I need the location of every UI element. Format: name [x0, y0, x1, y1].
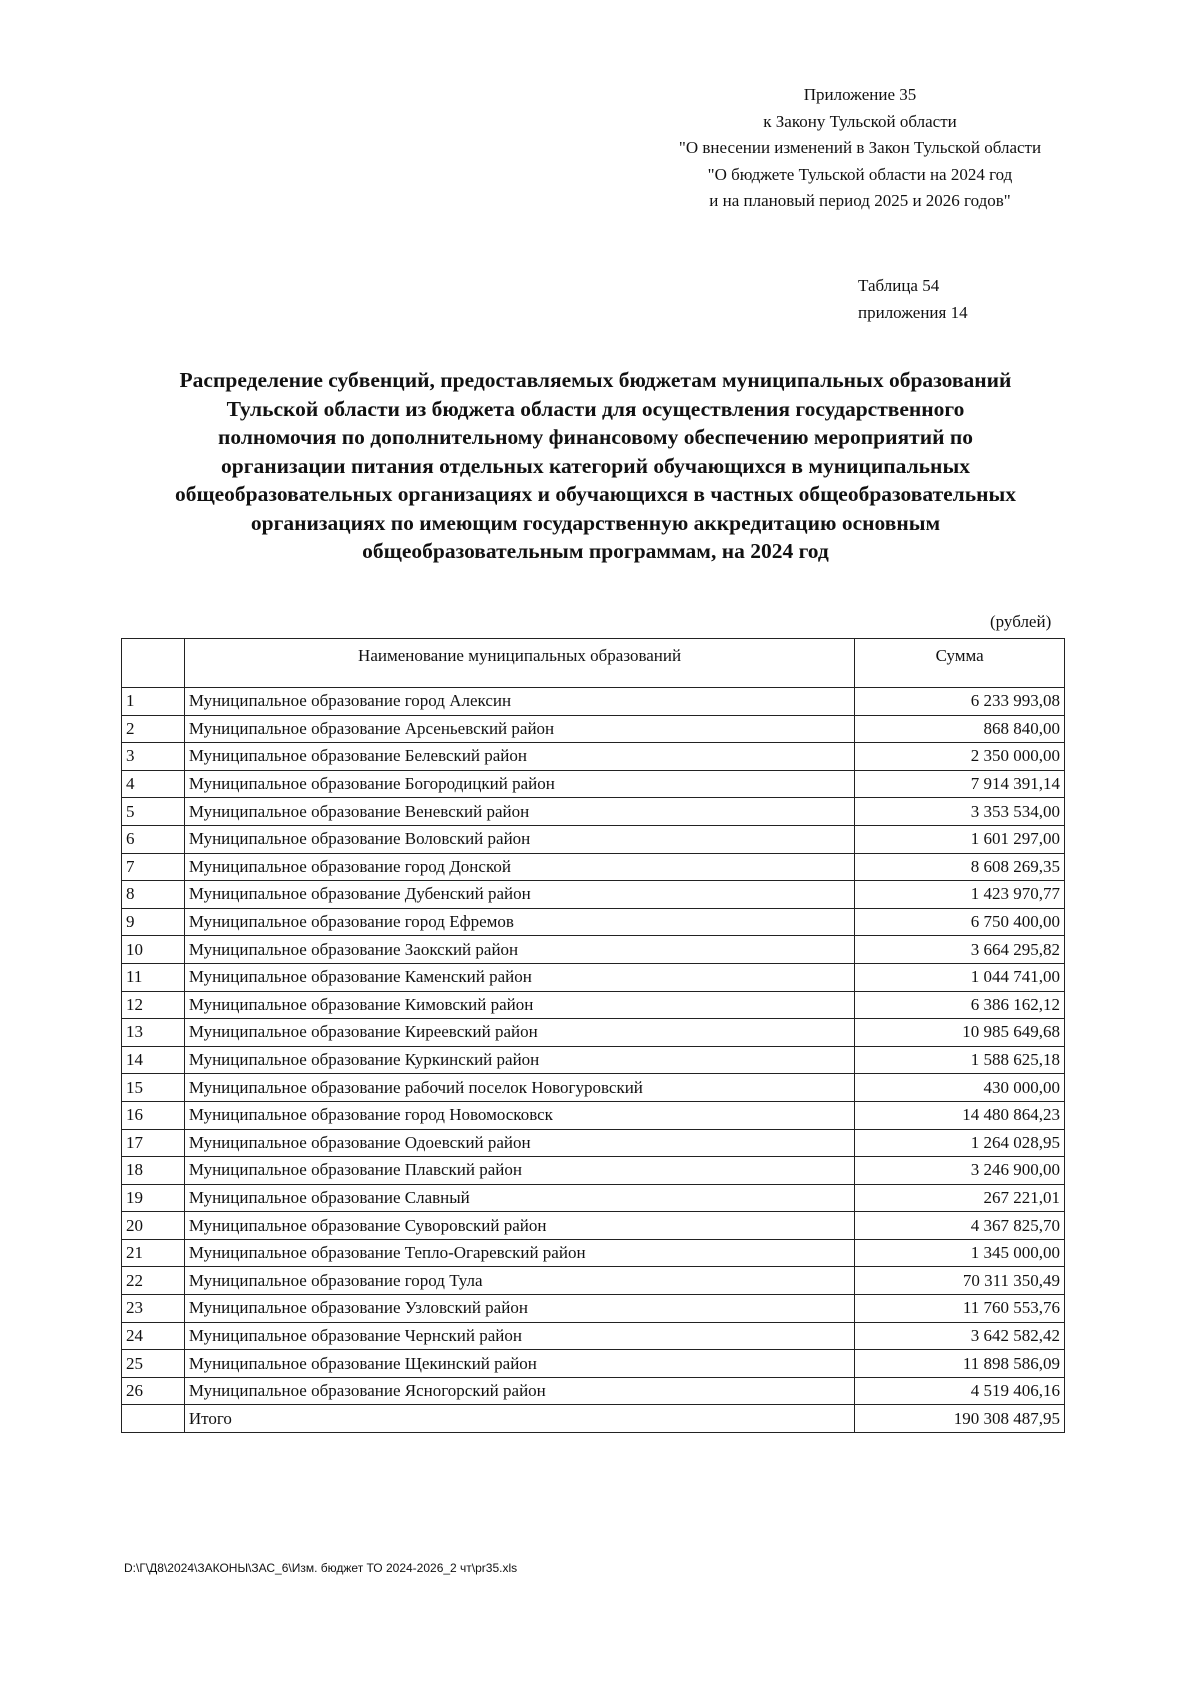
row-municipality: Муниципальное образование Славный	[184, 1184, 854, 1212]
appendix-line: Приложение 35	[803, 85, 917, 104]
table-row	[122, 1350, 1065, 1378]
row-number: 25	[122, 1350, 185, 1378]
row-amount: 430 000,00	[855, 1074, 1065, 1102]
row-municipality: Муниципальное образование Каменский район	[184, 963, 854, 991]
table-row	[122, 1101, 1065, 1129]
header-name: Наименование муниципальных образований	[184, 639, 854, 688]
row-amount: 1 601 297,00	[855, 825, 1065, 853]
row-number: 1	[122, 688, 185, 716]
table-row	[122, 881, 1065, 909]
row-amount: 3 246 900,00	[855, 1157, 1065, 1185]
row-municipality: Муниципальное образование Узловский район	[184, 1295, 854, 1323]
row-number: 24	[122, 1322, 185, 1350]
header-sum: Сумма	[855, 639, 1065, 688]
table-ref-line: приложения 14	[858, 303, 968, 322]
row-number: 19	[122, 1184, 185, 1212]
table-ref-line: Таблица 54	[858, 276, 940, 295]
row-amount: 3 664 295,82	[855, 936, 1065, 964]
title-line: Распределение субвенций, предоставляемых бюджетам муниципальных образований	[179, 368, 1012, 392]
row-number: 7	[122, 853, 185, 881]
row-municipality: Муниципальное образование Суворовский район	[184, 1212, 854, 1240]
row-amount: 6 750 400,00	[855, 908, 1065, 936]
row-municipality: Муниципальное образование Чернский район	[184, 1322, 854, 1350]
title-line: Тульской области из бюджета области для осуществления государственного	[226, 396, 965, 421]
row-number: 3	[122, 743, 185, 771]
row-number: 2	[122, 715, 185, 743]
row-number: 8	[122, 881, 185, 909]
row-municipality: Муниципальное образование город Алексин	[184, 688, 854, 716]
table-row	[122, 991, 1065, 1019]
row-amount: 8 608 269,35	[855, 853, 1065, 881]
row-municipality: Муниципальное образование Воловский район	[184, 825, 854, 853]
row-municipality: Муниципальное образование город Тула	[184, 1267, 854, 1295]
row-municipality: Муниципальное образование город Ефремов	[184, 908, 854, 936]
row-amount: 1 588 625,18	[855, 1046, 1065, 1074]
row-amount: 267 221,01	[855, 1184, 1065, 1212]
table-row	[122, 853, 1065, 881]
table-row	[122, 688, 1065, 716]
row-amount: 11 760 553,76	[855, 1295, 1065, 1323]
table-row	[122, 1019, 1065, 1047]
row-amount: 868 840,00	[855, 715, 1065, 743]
table-row	[122, 936, 1065, 964]
row-municipality: Муниципальное образование Щекинский район	[184, 1350, 854, 1378]
row-number: 21	[122, 1239, 185, 1267]
row-number: 17	[122, 1129, 185, 1157]
row-amount: 3 642 582,42	[855, 1322, 1065, 1350]
subventions-table	[121, 638, 1065, 1433]
row-amount: 3 353 534,00	[855, 798, 1065, 826]
row-amount: 11 898 586,09	[855, 1350, 1065, 1378]
file-path-footer: D:\Г\Д8\2024\ЗАКОНЫ\ЗАС_6\Изм. бюджет ТО 2024-2026_2 чт\pr35.xls	[124, 1561, 518, 1575]
row-amount: 1 264 028,95	[855, 1129, 1065, 1157]
appendix-header	[600, 82, 1120, 215]
total-number	[122, 1405, 185, 1433]
units-label: (рублей)	[990, 612, 1052, 631]
table-row	[122, 1046, 1065, 1074]
table-row	[122, 1212, 1065, 1240]
appendix-line: к Закону Тульской области	[763, 111, 957, 131]
row-number: 9	[122, 908, 185, 936]
table-row	[122, 1239, 1065, 1267]
header-num	[122, 639, 185, 688]
table-row	[122, 1377, 1065, 1405]
title-line: организациях по имеющим государственную аккредитацию основным	[250, 510, 941, 535]
row-amount: 7 914 391,14	[855, 770, 1065, 798]
table-row	[122, 1157, 1065, 1185]
row-number: 20	[122, 1212, 185, 1240]
table-body	[122, 688, 1065, 1433]
row-number: 14	[122, 1046, 185, 1074]
row-number: 26	[122, 1377, 185, 1405]
row-municipality: Муниципальное образование Белевский район	[184, 743, 854, 771]
row-number: 16	[122, 1101, 185, 1129]
row-municipality: Муниципальное образование Богородицкий район	[184, 770, 854, 798]
table-row	[122, 1295, 1065, 1323]
table-row	[122, 1267, 1065, 1295]
table-row	[122, 1184, 1065, 1212]
row-amount: 1 345 000,00	[855, 1239, 1065, 1267]
row-municipality: Муниципальное образование Одоевский район	[184, 1129, 854, 1157]
row-amount: 10 985 649,68	[855, 1019, 1065, 1047]
row-municipality: Муниципальное образование Киреевский район	[184, 1019, 854, 1047]
table-row	[122, 743, 1065, 771]
table-row	[122, 770, 1065, 798]
row-municipality: Муниципальное образование Заокский район	[184, 936, 854, 964]
row-number: 22	[122, 1267, 185, 1295]
row-municipality: Муниципальное образование Куркинский район	[184, 1046, 854, 1074]
table-row	[122, 1074, 1065, 1102]
appendix-line: "О бюджете Тульской области на 2024 год	[707, 164, 1013, 184]
row-municipality: Муниципальное образование Плавский район	[184, 1157, 854, 1185]
row-municipality: Муниципальное образование Веневский район	[184, 798, 854, 826]
row-municipality: Муниципальное образование город Донской	[184, 853, 854, 881]
row-number: 13	[122, 1019, 185, 1047]
row-municipality: Муниципальное образование Арсеньевский район	[184, 715, 854, 743]
table-row	[122, 825, 1065, 853]
table-reference	[858, 272, 968, 326]
appendix-line: и на плановый период 2025 и 2026 годов"	[709, 191, 1011, 210]
title-line: организации питания отдельных категорий обучающихся в муниципальных	[221, 453, 970, 478]
row-amount: 4 519 406,16	[855, 1377, 1065, 1405]
row-municipality: Муниципальное образование рабочий поселок Новогуровский	[184, 1074, 854, 1102]
table-row	[122, 798, 1065, 826]
total-label: Итого	[184, 1405, 854, 1433]
row-number: 11	[122, 963, 185, 991]
row-amount: 1 044 741,00	[855, 963, 1065, 991]
title-line: полномочия по дополнительному финансовому обеспечению мероприятий по	[217, 425, 974, 449]
row-amount: 1 423 970,77	[855, 881, 1065, 909]
table-row	[122, 1322, 1065, 1350]
row-amount: 4 367 825,70	[855, 1212, 1065, 1240]
document-title	[118, 366, 1073, 566]
row-municipality: Муниципальное образование город Новомосковск	[184, 1101, 854, 1129]
row-number: 4	[122, 770, 185, 798]
row-municipality: Муниципальное образование Дубенский район	[184, 881, 854, 909]
row-municipality: Муниципальное образование Кимовский район	[184, 991, 854, 1019]
row-number: 5	[122, 798, 185, 826]
row-amount: 2 350 000,00	[855, 743, 1065, 771]
row-amount: 6 386 162,12	[855, 991, 1065, 1019]
total-amount: 190 308 487,95	[855, 1405, 1065, 1433]
table-row	[122, 908, 1065, 936]
row-number: 12	[122, 991, 185, 1019]
row-municipality: Муниципальное образование Тепло-Огаревский район	[184, 1239, 854, 1267]
row-number: 23	[122, 1295, 185, 1323]
title-line: общеобразовательным программам, на 2024 год	[362, 539, 829, 563]
row-amount: 14 480 864,23	[855, 1101, 1065, 1129]
appendix-line: "О внесении изменений в Закон Тульской области	[678, 138, 1042, 157]
table-row	[122, 1129, 1065, 1157]
total-row	[122, 1405, 1065, 1433]
row-amount: 6 233 993,08	[855, 688, 1065, 716]
row-number: 10	[122, 936, 185, 964]
table-header-row	[122, 639, 1065, 688]
row-number: 15	[122, 1074, 185, 1102]
row-amount: 70 311 350,49	[855, 1267, 1065, 1295]
title-line: общеобразовательных организациях и обучающихся в частных общеобразовательных	[174, 482, 1017, 506]
row-municipality: Муниципальное образование Ясногорский район	[184, 1377, 854, 1405]
row-number: 18	[122, 1157, 185, 1185]
table-row	[122, 963, 1065, 991]
row-number: 6	[122, 825, 185, 853]
table-row	[122, 715, 1065, 743]
